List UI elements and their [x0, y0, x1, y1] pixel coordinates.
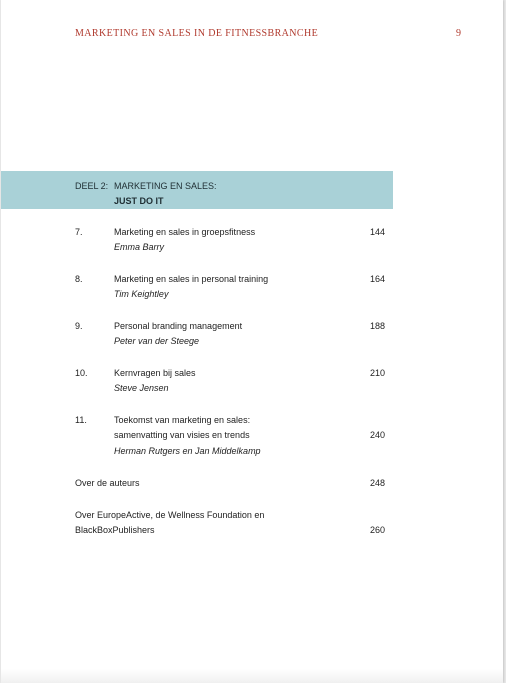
chapter-number: 7. [75, 227, 83, 237]
chapter-author: Herman Rutgers en Jan Middelkamp [114, 446, 261, 456]
chapter-author: Emma Barry [114, 242, 165, 252]
chapter-number: 8. [75, 274, 83, 284]
part-label: DEEL 2: [75, 181, 109, 191]
chapter-title: Marketing en sales in personal training [114, 274, 269, 284]
page-bottom-edge [1, 669, 503, 683]
chapter-title: Personal branding management [114, 321, 243, 331]
chapter-title: Kernvragen bij sales [114, 368, 196, 378]
running-head-title: MARKETING EN SALES IN DE FITNESSBRANCHE [75, 28, 319, 39]
page-number: 9 [456, 28, 461, 39]
appendix-title-line2: BlackBoxPublishers [75, 525, 155, 535]
chapter-page: 240 [369, 430, 385, 440]
chapter-author: Steve Jensen [114, 383, 169, 393]
chapter-page: 210 [369, 368, 385, 378]
chapter-title-line1: Toekomst van marketing en sales: [114, 415, 251, 425]
appendix-page: 248 [369, 478, 385, 488]
chapter-title-line2: samenvatting van visies en trends [114, 430, 250, 440]
chapter-number: 11. [75, 415, 87, 425]
chapter-number: 10. [75, 368, 88, 378]
chapter-author: Tim Keightley [114, 289, 169, 299]
chapter-page: 144 [369, 227, 385, 237]
document-page [1, 0, 503, 683]
appendix-title-line1: Over EuropeActive, de Wellness Foundation en [75, 510, 265, 520]
chapter-page: 188 [369, 321, 385, 331]
part-title-line1: MARKETING EN SALES: [114, 181, 217, 191]
part-title-line2: JUST DO IT [114, 196, 164, 206]
chapter-number: 9. [75, 321, 83, 331]
appendix-title: Over de auteurs [75, 478, 140, 488]
appendix-page: 260 [369, 525, 385, 535]
chapter-author: Peter van der Steege [114, 336, 200, 346]
chapter-title: Marketing en sales in groepsfitness [114, 227, 256, 237]
chapter-page: 164 [369, 274, 385, 284]
